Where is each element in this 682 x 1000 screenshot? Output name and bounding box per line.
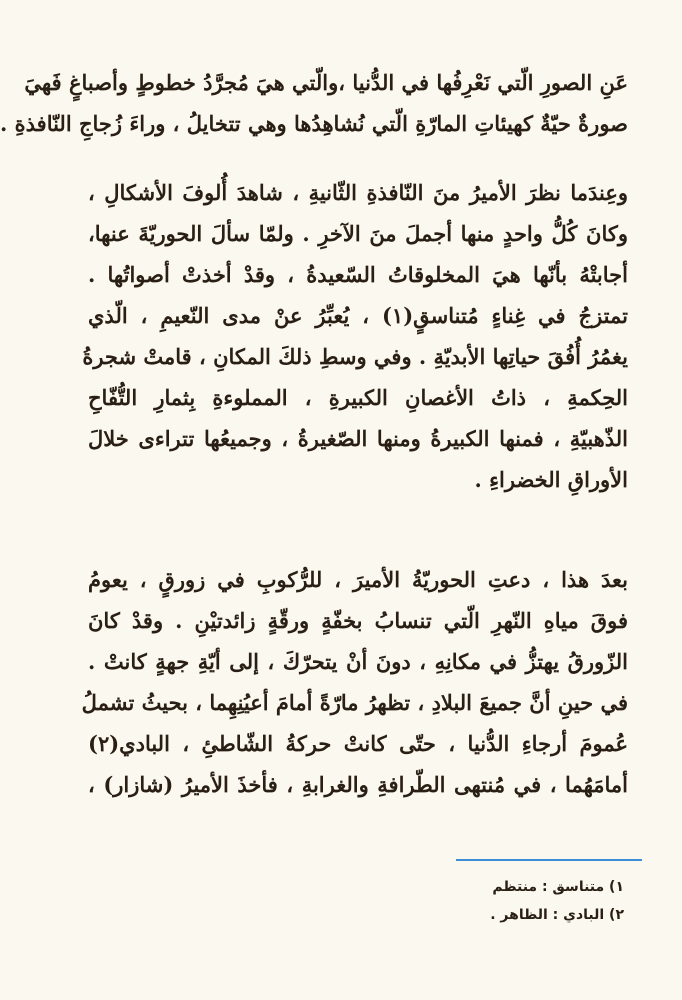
text-line: صورةٌ حيّةٌ كهيئاتِ المارّةِ الّتي نُشاهِدُها وهي تتخايلُ ، وراءَ زُجاجِ النّافذةِ . bbox=[0, 111, 628, 136]
paragraph-2 bbox=[82, 172, 628, 500]
text-line: الحِكمةِ ، ذاتُ الأغصانِ الكبيرةِ ، المملوءةِ بِثمارِ التُّفّاحِ bbox=[88, 385, 628, 410]
footnote-divider bbox=[456, 859, 642, 861]
text-line: الزّورقُ يهتزُّ في مكانِهِ ، دونَ أنْ يتحرّكَ ، إلى أيّةِ جهةٍ كانتْ . bbox=[88, 649, 628, 674]
text-line: أمامَهُما ، في مُنتهى الطّرافةِ والغرابةِ ، فأخذَ الأميرُ (شازار) ، bbox=[88, 772, 628, 797]
paragraph-3 bbox=[81, 559, 628, 805]
text-line: الأوراقِ الخضراءِ . bbox=[474, 467, 628, 492]
footnote-2: ٢) البادي : الظاهر . bbox=[490, 907, 624, 923]
text-line: فوقَ مياهِ النّهرِ الّتي تنسابُ بخفّةٍ ورقّةٍ زائدتيْنِ . وقدْ كانَ bbox=[88, 608, 628, 633]
footnotes bbox=[324, 873, 624, 929]
text-line: وعِندَما نظرَ الأميرُ منَ النّافذةِ الثّانيةِ ، شاهدَ أُلوفَ الأشكالِ ، bbox=[88, 180, 628, 205]
footnote-1: ١) متناسق : منتظم bbox=[492, 879, 624, 895]
text-line: تمتزجُ في غِناءٍ مُتناسقٍ(١) ، يُعبِّرُ عنْ مدى النّعيمِ ، الّذي bbox=[88, 303, 628, 328]
text-line: أجابتْهُ بأنّها هيَ المخلوقاتُ السّعيدةُ ، وقدْ أخذتْ أصواتُها . bbox=[88, 262, 628, 287]
text-line: بعدَ هذا ، دعتِ الحوريّةُ الأميرَ ، للرُّكوبِ في زورقٍ ، يعومُ bbox=[88, 567, 628, 592]
paragraph-1 bbox=[0, 62, 628, 144]
text-line: الذّهبيّةِ ، فمنها الكبيرةُ ومنها الصّغيرةُ ، وجميعُها تتراءى خلالَ bbox=[88, 426, 628, 451]
text-line: عَنِ الصورِ الّتي نَعْرِفُها في الدُّنيا ،والّتي هيَ مُجرَّدُ خطوطٍ وأصباغٍ فَهيَ bbox=[24, 70, 628, 95]
text-line: في حينِ أنَّ جميعَ البلادِ ، تظهرُ مارّةً أمامَ أعيُنِهِما ، بحيثُ تشملُ bbox=[81, 690, 628, 715]
text-line: يغمُرُ أُفُقَ حياتِها الأبديّةِ . وفي وسطِ ذلكَ المكانِ ، قامتْ شجرةُ bbox=[82, 344, 628, 369]
text-line: عُمومَ أرجاءِ الدُّنيا ، حتّى كانتْ حركةُ الشّاطئِ ، البادي(٢) bbox=[88, 731, 628, 756]
text-line: وكانَ كُلُّ واحدٍ منها أجملَ منَ الآخرِ . ولمّا سألَ الحوريّةَ عنها، bbox=[88, 221, 628, 246]
